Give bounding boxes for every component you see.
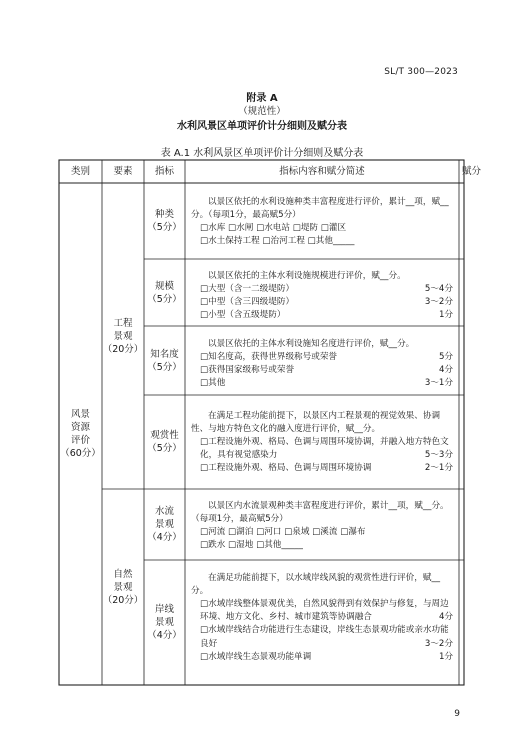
- header-element: 要素: [113, 166, 133, 177]
- ornamental-item: □工程设施外观、格局、色调与周围环境协调 2～1分: [200, 463, 453, 474]
- shoreline-item-2-score: 3～2分: [424, 638, 453, 649]
- water-flow-intro: 以景区内水流景观种类丰富程度进行评价，累计__项，赋__分。（每项1分，最高赋5分）: [191, 501, 449, 525]
- header-score: 赋分: [462, 166, 482, 177]
- fame-item: □知名度高，获得世界级称号或荣誉 5分: [200, 352, 453, 363]
- fame-intro: 以景区依托的主体水利设施知名度进行评价，赋__分。: [208, 339, 415, 349]
- indicator-shoreline: 岸线 景观 （4分）: [147, 604, 182, 641]
- element-engineering-landscape: 工程 景观 （20分）: [102, 317, 144, 355]
- scale-item: □小型（含五级堤防） 1分: [200, 310, 453, 321]
- shoreline-item-1: □水域岸线整体景观优美，自然风貌得到有效保护与修复，与周边环境、地方文化、乡村、城市建筑等协调融合: [200, 599, 449, 623]
- header-category: 类别: [70, 166, 90, 177]
- appendix-nature: （规范性）: [238, 106, 286, 117]
- variety-intro: 以景区依托的水利设施种类丰富程度进行评价，累计__项，赋__分。（每项1分，最高赋5分）: [191, 197, 449, 221]
- fame-item: □其他 3～1分: [200, 378, 453, 389]
- water-flow-options-2: □跌水 □湿地 □其他_____: [200, 540, 303, 551]
- content-scale: [191, 270, 453, 322]
- fame-item: □获得国家级称号或荣誉 4分: [200, 365, 453, 376]
- header-indicator: 指标: [154, 166, 174, 177]
- shoreline-item-3: □水域岸线生态景观功能单调 1分: [200, 651, 453, 662]
- indicator-water-flow: 水流 景观 （4分）: [147, 506, 182, 543]
- scale-intro: 以景区依托的主体水利设施规模进行评价，赋__分。: [208, 271, 406, 281]
- element-natural-landscape: 自然 景观 （20分）: [102, 568, 144, 606]
- standard-number: SL/T 300—2023: [384, 67, 458, 77]
- indicator-scale: 规模 （5分）: [147, 280, 182, 305]
- ornamental-item-long-score: 5～3分: [424, 450, 453, 461]
- content-variety: [191, 196, 453, 248]
- ornamental-item-long: □工程设施外观、格局、色调与周围环境协调，并融入地方特色文化，具有视觉感染力: [200, 437, 449, 461]
- shoreline-item-2: □水域岸线结合功能进行生态建设，岸线生态景观功能或亲水功能良好: [200, 625, 449, 649]
- header-content: 指标内容和赋分简述: [279, 166, 365, 177]
- table-caption: 表 A.1 水利风景区单项评价计分细则及赋分表: [160, 148, 364, 159]
- scale-item: □大型（含一二级堤防） 5～4分: [200, 284, 453, 295]
- water-flow-options-1: □河流 □湖泊 □河口 □泉域 □溪流 □瀑布: [200, 527, 366, 538]
- content-fame: [191, 338, 453, 390]
- content-water-flow: [191, 500, 453, 552]
- shoreline-intro: 在满足功能前提下，以水域岸线风貌的观赏性进行评价，赋__分。: [191, 573, 441, 597]
- appendix-name: 水利风景区单项评价计分细则及赋分表: [177, 121, 347, 132]
- category-resource-evaluation: 风景 资源 评价 （60分）: [60, 409, 101, 459]
- variety-options-1: □水库 □水闸 □水电站 □堤防 □灌区: [200, 223, 347, 234]
- scale-item: □中型（含三四级堤防） 3～2分: [200, 297, 453, 308]
- page-number: 9: [454, 709, 460, 719]
- indicator-fame: 知名度 （5分）: [147, 348, 182, 373]
- appendix-title: 附录 A: [246, 93, 278, 104]
- variety-options-2: □水土保持工程 □治河工程 □其他_____: [200, 236, 355, 247]
- indicator-ornamental: 观赏性 （5分）: [147, 430, 182, 454]
- content-ornamental: [191, 410, 453, 476]
- ornamental-intro: 在满足工程功能前提下，以景区内工程景观的视觉效果、协调性、与地方特色文化的融入度进行评价，赋__分。: [191, 411, 441, 435]
- shoreline-item-1-score: 4分: [438, 612, 453, 623]
- indicator-variety: 种类 （5分）: [147, 209, 182, 233]
- content-shoreline: [191, 572, 453, 664]
